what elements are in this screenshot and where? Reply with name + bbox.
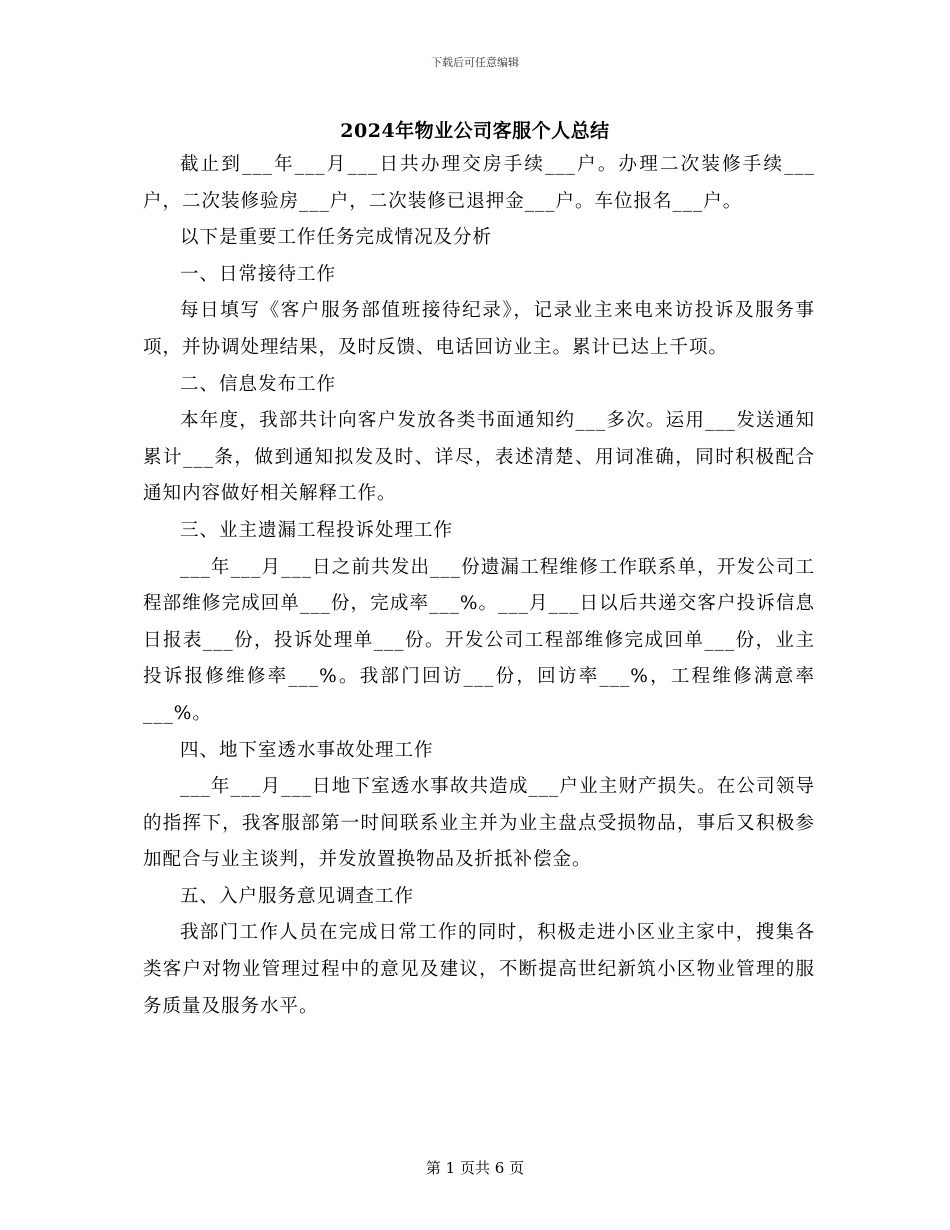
paragraph-reception: 每日填写《客户服务部值班接待纪录》，记录业主来电来访投诉及服务事项，并协调处理结果，及时反馈、电话回访业主。累计已达上千项。 <box>143 300 815 358</box>
paragraph-intro: 以下是重要工作任务完成情况及分析 <box>180 227 493 249</box>
document-title: 2024年物业公司客服个人总结 <box>340 120 610 142</box>
paragraph-basement: ___年___月___日地下室透水事故共造成___户业主财产损失。在公司领导的指挥下，我客服部第一时间联系业主并为业主盘点受损物品，事后又积极参加配合与业主谈判，并发放置换物品及折抵补偿金。 <box>143 776 815 871</box>
paragraph-summary: 截止到___年___月___日共办理交房手续___户。办理二次装修手续___户，二次装修验房___户，二次装修已退押金___户。车位报名___户。 <box>143 154 815 212</box>
section-heading-5: 五、入户服务意见调查工作 <box>180 885 415 907</box>
document-body <box>143 147 815 1025</box>
page-footer: 第 1 页共 6 页 <box>425 1159 525 1177</box>
paragraph-notices: 本年度，我部共计向客户发放各类书面通知约___多次。运用___发送通知累计___条，做到通知拟发及时、详尽，表述清楚、用词准确，同时积极配合通知内容做好相关解释工作。 <box>143 410 815 505</box>
section-heading-2: 二、信息发布工作 <box>180 373 337 395</box>
section-heading-1: 一、日常接待工作 <box>180 263 337 285</box>
paragraph-survey: 我部门工作人员在完成日常工作的同时，积极走进小区业主家中，搜集各类客户对物业管理过程中的意见及建议，不断提高世纪新筑小区物业管理的服务质量及服务水平。 <box>143 922 815 1017</box>
paragraph-complaints: ___年___月___日之前共发出___份遗漏工程维修工作联系单，开发公司工程部维修完成回单___份，完成率___%。___月___日以后共递交客户投诉信息日报表___份，投诉处理单___份。开发公司工程部维修完成回单___份，业主投诉报修维修率___%。我部门回访___份，回访率___%，工程维修满意率___%。 <box>143 556 815 724</box>
section-heading-3: 三、业主遗漏工程投诉处理工作 <box>180 519 454 541</box>
page-header: 下载后可任意编辑 <box>431 56 519 69</box>
section-heading-4: 四、地下室透水事故处理工作 <box>180 739 434 761</box>
